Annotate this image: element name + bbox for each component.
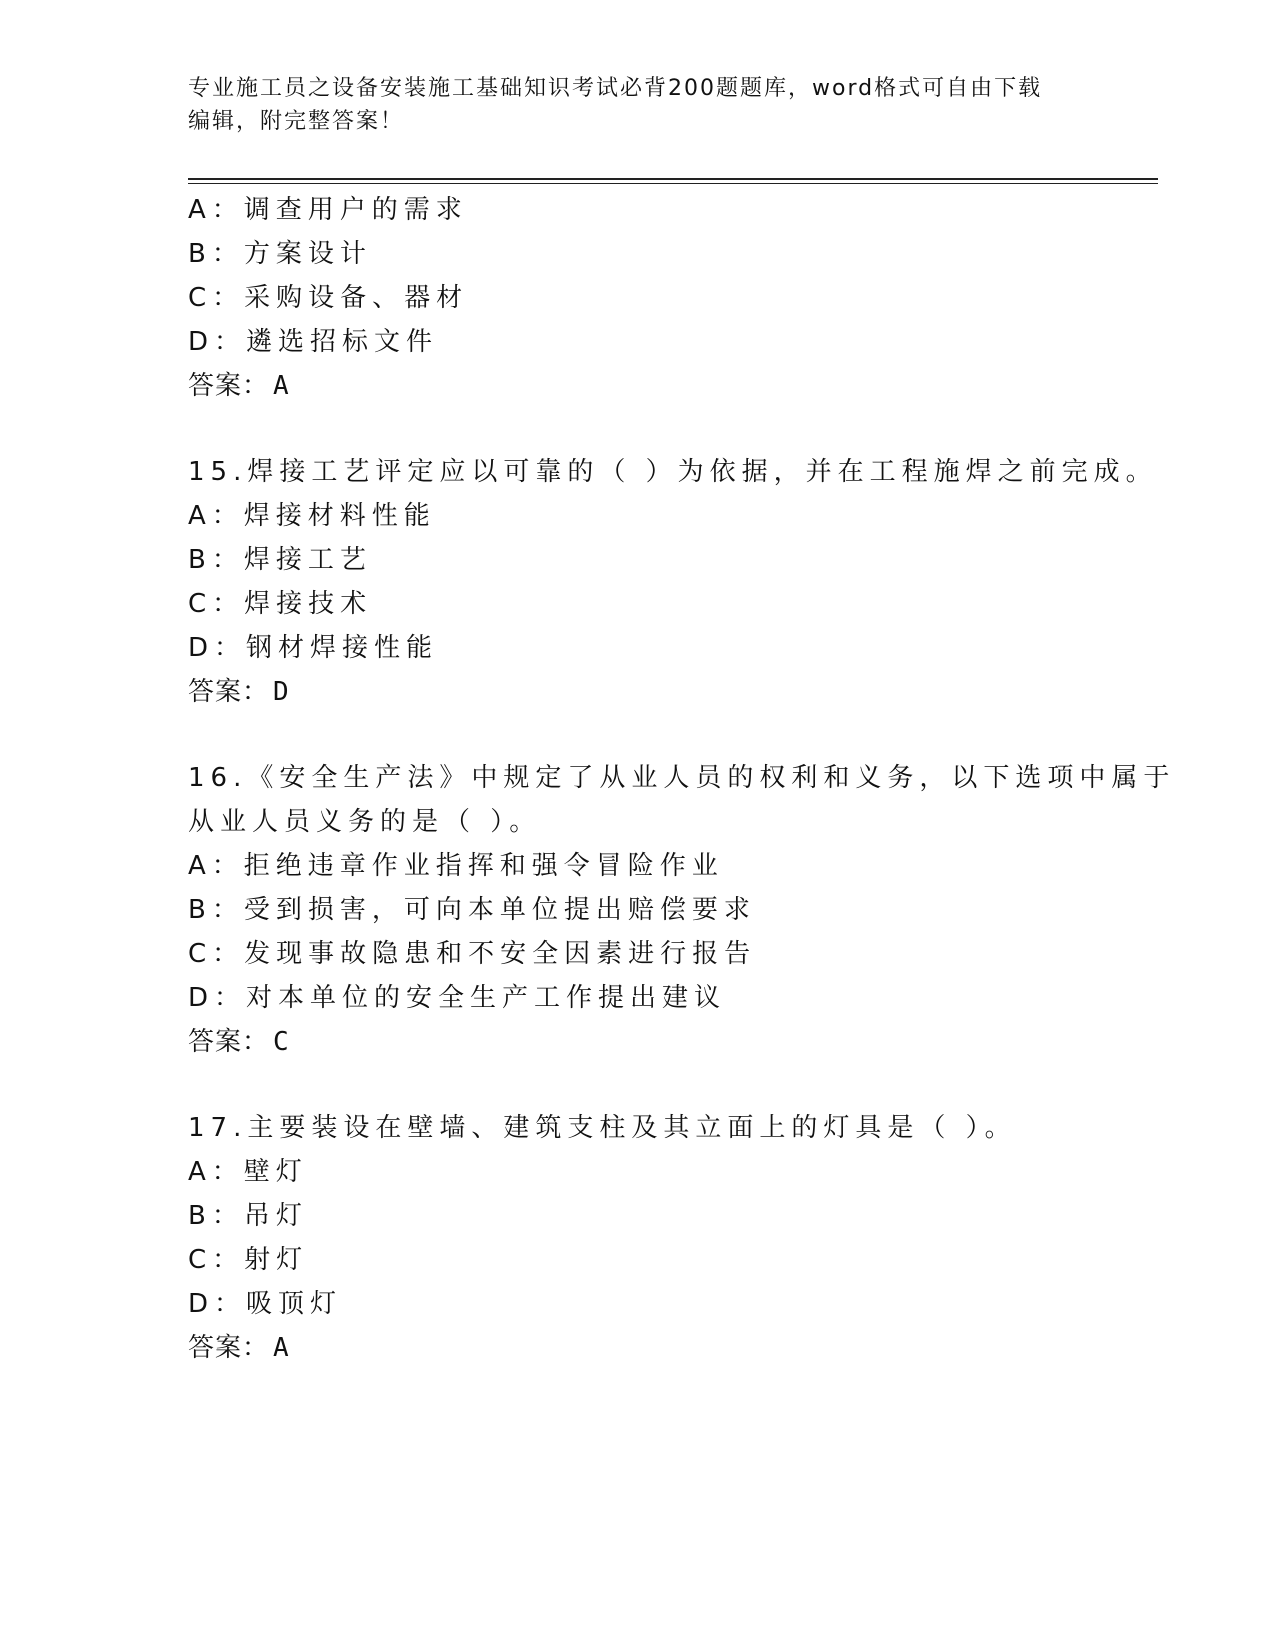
q15-answer — [188, 676, 290, 708]
q14-option-d: D：遴选招标文件 — [188, 327, 439, 357]
q15-option-c: C：焊接技术 — [188, 589, 373, 619]
q14-option-b: B：方案设计 — [188, 239, 372, 269]
q14-answer — [188, 370, 290, 402]
q16-answer — [188, 1026, 290, 1058]
q17-option-a: A：壁灯 — [188, 1157, 308, 1187]
answer-value: A — [273, 371, 290, 401]
q16-option-d: D：对本单位的安全生产工作提出建议 — [188, 983, 727, 1013]
answer-value: D — [273, 677, 290, 707]
q16-option-c: C：发现事故隐患和不安全因素进行报告 — [188, 939, 757, 969]
q16-option-a: A：拒绝违章作业指挥和强令冒险作业 — [188, 851, 724, 881]
q14-option-c: C：采购设备、器材 — [188, 283, 469, 313]
answer-label: 答案： — [188, 1333, 270, 1363]
q14-option-a: A：调查用户的需求 — [188, 195, 468, 225]
q15-option-a: A：焊接材料性能 — [188, 501, 436, 531]
document-header: 专业施工员之设备安装施工基础知识考试必背200题题库，word格式可自由下载 编辑，附完整答案！ — [188, 76, 1043, 134]
header-rule-thin — [188, 183, 1158, 184]
q16-option-b: B：受到损害，可向本单位提出赔偿要求 — [188, 895, 756, 925]
q15-option-d: D：钢材焊接性能 — [188, 633, 439, 663]
q17-answer — [188, 1332, 290, 1364]
q17-option-d: D：吸顶灯 — [188, 1289, 343, 1319]
q17-question: 17.主要装设在壁墙、建筑支柱及其立面上的灯具是（ ）。 — [188, 1113, 1017, 1143]
q16-question-line2: 从业人员义务的是（ ）。 — [188, 807, 542, 837]
q16-question-line1: 16.《安全生产法》中规定了从业人员的权利和义务，以下选项中属于 — [188, 763, 1176, 793]
q17-option-b: B：吊灯 — [188, 1201, 308, 1231]
answer-label: 答案： — [188, 371, 270, 401]
header-rule-thick — [188, 178, 1158, 180]
answer-label: 答案： — [188, 1027, 270, 1057]
q15-option-b: B：焊接工艺 — [188, 545, 372, 575]
answer-value: A — [273, 1333, 290, 1363]
answer-value: C — [273, 1027, 290, 1057]
answer-label: 答案： — [188, 677, 270, 707]
q17-option-c: C：射灯 — [188, 1245, 309, 1275]
q15-question: 15.焊接工艺评定应以可靠的（ ）为依据，并在工程施焊之前完成。 — [188, 457, 1158, 487]
